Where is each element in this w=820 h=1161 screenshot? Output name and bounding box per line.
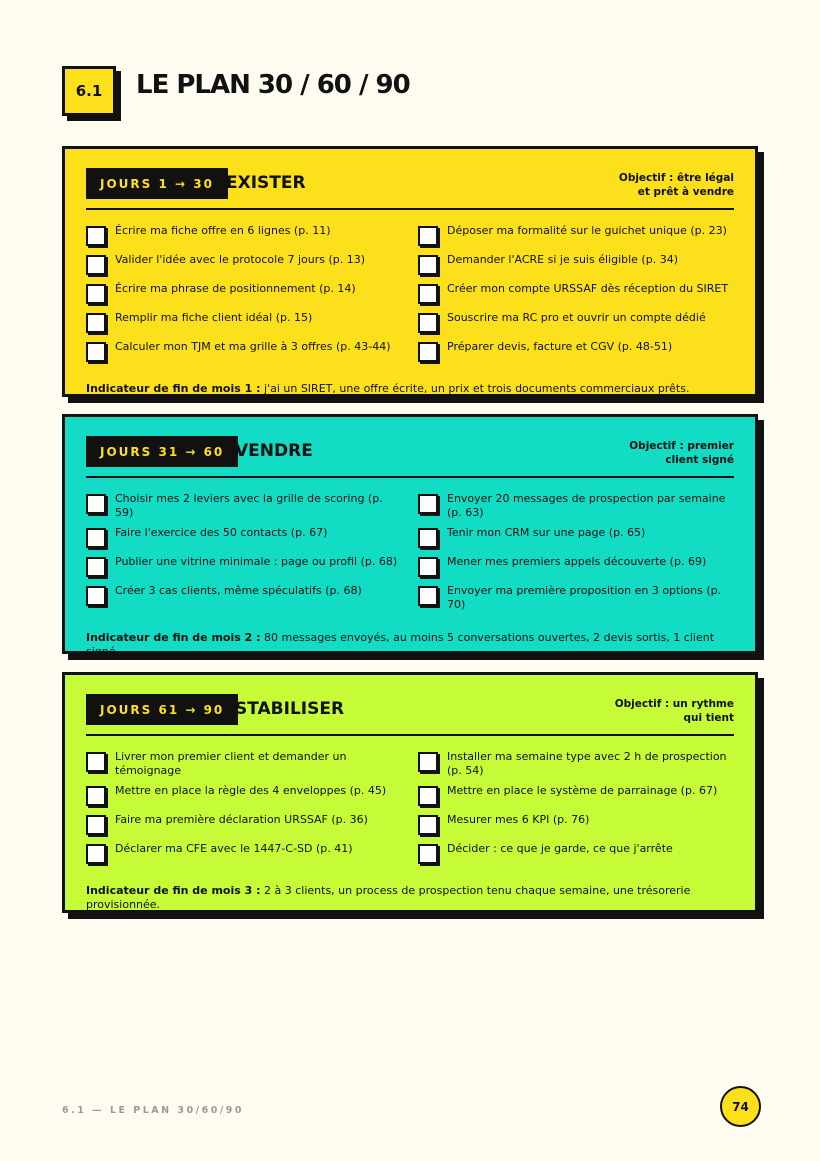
checklist-item-text: Souscrire ma RC pro et ouvrir un compte dédié <box>447 311 706 324</box>
checklist-item <box>86 842 398 864</box>
checklist-item-text: Valider l'idée avec le protocole 7 jours (p. 13) <box>115 253 366 266</box>
checklist-item-text: Faire l'exercice des 50 contacts (p. 67) <box>115 526 328 539</box>
phase-header <box>86 168 734 210</box>
task-column-right <box>410 750 734 871</box>
checklist-item-text: Écrire ma fiche offre en 6 lignes (p. 11) <box>115 224 331 237</box>
checkbox[interactable] <box>86 528 106 548</box>
objective-line: et prêt à vendre <box>637 186 734 198</box>
phase-card-vendre <box>62 414 758 658</box>
checklist-item <box>86 526 398 548</box>
checkbox[interactable] <box>86 844 106 864</box>
phase-objective <box>584 439 734 467</box>
checklist-item-text: Mesurer mes 6 KPI (p. 76) <box>447 813 590 826</box>
checklist-item <box>86 555 398 577</box>
objective-line: Objectif : être légal <box>618 172 734 184</box>
checkbox[interactable] <box>86 313 106 333</box>
checklist-item-text: Mettre en place la règle des 4 enveloppes (p. 45) <box>115 784 387 797</box>
checklist-item <box>418 555 734 577</box>
checkbox[interactable] <box>86 557 106 577</box>
checkbox[interactable] <box>86 586 106 606</box>
checklist-item-text: Tenir mon CRM sur une page (p. 65) <box>447 526 646 539</box>
phase-days-label: JOURS 31 → 60 <box>86 436 238 467</box>
checklist-item <box>418 253 734 275</box>
checklist-item-text: Créer 3 cas clients, même spéculatifs (p. 68) <box>115 584 362 597</box>
checklist-item <box>418 340 734 362</box>
objective-line: qui tient <box>683 712 734 724</box>
checkbox[interactable] <box>86 342 106 362</box>
indicator-label: Indicateur de fin de mois 1 : <box>86 382 261 395</box>
checkbox[interactable] <box>418 342 438 362</box>
checklist-item <box>86 253 398 275</box>
checklist-item-text: Demander l'ACRE si je suis éligible (p. 34) <box>447 253 678 266</box>
checklist-item-text: Remplir ma fiche client idéal (p. 15) <box>115 311 313 324</box>
indicator-text: 80 messages envoyés, au moins 5 conversations ouvertes, 2 devis sortis, 1 client signé. <box>86 631 715 658</box>
checklist-item <box>418 224 734 246</box>
indicator-text: 2 à 3 clients, un process de prospection tenu chaque semaine, une trésorerie provisionnée. <box>86 884 691 911</box>
checkbox[interactable] <box>418 752 438 772</box>
checklist-item <box>86 282 398 304</box>
checkbox[interactable] <box>418 557 438 577</box>
checkbox[interactable] <box>86 752 106 772</box>
indicator-text: j'ai un SIRET, une offre écrite, un prix et trois documents commerciaux prêts. <box>260 382 690 395</box>
checklist-item-text: Écrire ma phrase de positionnement (p. 14) <box>115 282 356 295</box>
checkbox[interactable] <box>418 815 438 835</box>
checklist-item <box>418 282 734 304</box>
indicator-label: Indicateur de fin de mois 2 : <box>86 631 261 644</box>
checklist-item <box>418 750 734 777</box>
checkbox[interactable] <box>86 226 106 246</box>
page-title: LE PLAN 30 / 60 / 90 <box>136 70 410 100</box>
checkbox[interactable] <box>418 255 438 275</box>
checkbox[interactable] <box>86 255 106 275</box>
phase-objective <box>584 697 734 725</box>
page-number-badge: 74 <box>720 1086 761 1127</box>
checklist-item-text: Déclarer ma CFE avec le 1447-C-SD (p. 41) <box>115 842 353 855</box>
page-header <box>62 66 410 116</box>
task-list <box>86 492 734 618</box>
indicator-label: Indicateur de fin de mois 3 : <box>86 884 261 897</box>
phase-header <box>86 694 734 736</box>
checkbox[interactable] <box>418 226 438 246</box>
checkbox[interactable] <box>86 815 106 835</box>
task-column-right <box>410 224 734 369</box>
checkbox[interactable] <box>418 284 438 304</box>
checklist-item-text: Faire ma première déclaration URSSAF (p. 36) <box>115 813 368 826</box>
checklist-item <box>418 311 734 333</box>
checklist-item <box>86 311 398 333</box>
checklist-item <box>418 492 734 519</box>
checklist-item-text: Décider : ce que je garde, ce que j'arrête <box>447 842 673 855</box>
checklist-item-text: Installer ma semaine type avec 2 h de prospection (p. 54) <box>447 750 727 777</box>
objective-line: Objectif : premier <box>629 440 734 452</box>
phase-days-label: JOURS 1 → 30 <box>86 168 228 199</box>
phase-days-label: JOURS 61 → 90 <box>86 694 238 725</box>
checklist-item <box>418 584 734 611</box>
task-list <box>86 750 734 871</box>
checkbox[interactable] <box>86 786 106 806</box>
footer-section-label: 6.1 — LE PLAN 30/60/90 <box>62 1105 245 1116</box>
checklist-item <box>86 492 398 519</box>
checklist-item-text: Mettre en place le système de parrainage (p. 67) <box>447 784 718 797</box>
phase-card-exister <box>62 146 758 397</box>
checkbox[interactable] <box>418 844 438 864</box>
month-indicator <box>86 884 734 912</box>
task-column-left <box>86 224 410 369</box>
month-indicator <box>86 631 734 659</box>
checkbox[interactable] <box>86 284 106 304</box>
checklist-item <box>86 784 398 806</box>
checklist-item <box>86 224 398 246</box>
checklist-item-text: Publier une vitrine minimale : page ou profil (p. 68) <box>115 555 398 568</box>
checkbox[interactable] <box>418 494 438 514</box>
checklist-item-text: Créer mon compte URSSAF dès réception du SIRET <box>447 282 729 295</box>
task-column-left <box>86 492 410 618</box>
checklist-item-text: Déposer ma formalité sur le guichet unique (p. 23) <box>447 224 727 237</box>
checklist-item-text: Livrer mon premier client et demander un témoignage <box>115 750 347 777</box>
checklist-item-text: Calculer mon TJM et ma grille à 3 offres (p. 43-44) <box>115 340 391 353</box>
checkbox[interactable] <box>418 786 438 806</box>
checklist-item <box>86 750 398 777</box>
checklist-item-text: Mener mes premiers appels découverte (p. 69) <box>447 555 707 568</box>
checklist-item <box>418 784 734 806</box>
objective-line: Objectif : un rythme <box>614 698 734 710</box>
checklist-item-text: Préparer devis, facture et CGV (p. 48-51) <box>447 340 673 353</box>
phase-title: EXISTER <box>226 173 306 193</box>
month-indicator <box>86 382 734 396</box>
checkbox[interactable] <box>86 494 106 514</box>
checklist-item-text: Envoyer ma première proposition en 3 options (p. 70) <box>447 584 722 611</box>
checkbox[interactable] <box>418 313 438 333</box>
checkbox[interactable] <box>418 586 438 606</box>
checklist-item-text: Choisir mes 2 leviers avec la grille de scoring (p. 59) <box>115 492 383 519</box>
checklist-item <box>86 813 398 835</box>
checklist-item-text: Envoyer 20 messages de prospection par semaine (p. 63) <box>447 492 726 519</box>
checklist-item <box>418 526 734 548</box>
phase-title: VENDRE <box>235 441 313 461</box>
phase-title: STABILISER <box>235 699 345 719</box>
task-column-right <box>410 492 734 618</box>
checklist-item <box>86 340 398 362</box>
phase-card-stabiliser <box>62 672 758 913</box>
task-list <box>86 224 734 369</box>
phase-header <box>86 436 734 478</box>
checklist-item <box>86 584 398 606</box>
task-column-left <box>86 750 410 871</box>
checklist-item <box>418 813 734 835</box>
checklist-item <box>418 842 734 864</box>
checkbox[interactable] <box>418 528 438 548</box>
objective-line: client signé <box>665 454 734 466</box>
section-number-badge: 6.1 <box>62 66 116 116</box>
phase-objective <box>584 171 734 199</box>
